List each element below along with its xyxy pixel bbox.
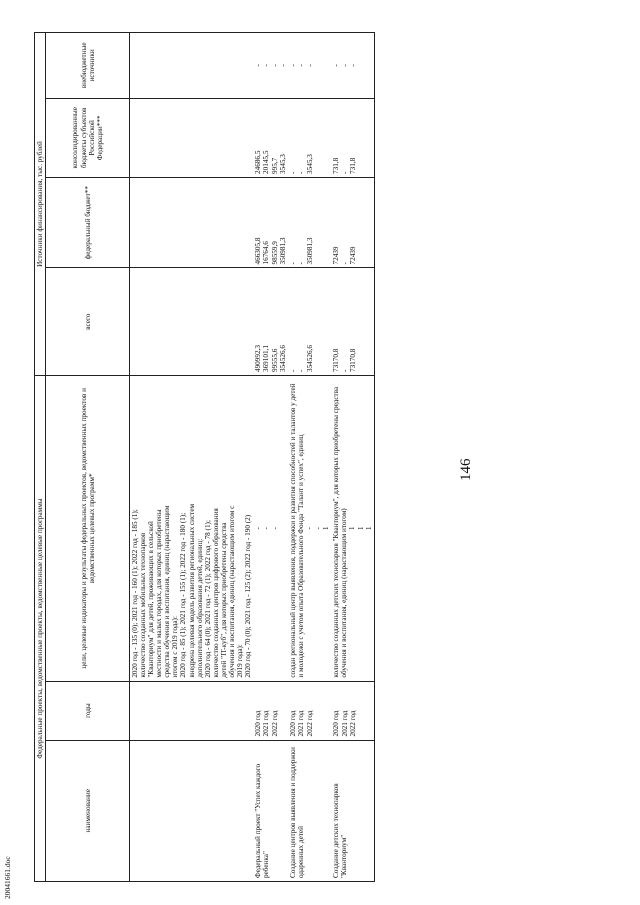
group-title: Федеральные проекты, ведомственные проекты, ведомственные целевые программы: [35, 376, 46, 882]
col-extra-header: внебюджетные источники: [46, 33, 130, 99]
row-name: Создание детских технопарков "Кванториум": [331, 740, 375, 881]
row-federal: - - 350981,3: [288, 177, 331, 268]
page-number: 146: [458, 458, 474, 481]
col-name-header: наименование: [46, 740, 130, 881]
table-row: [288, 33, 331, 882]
row-goals: создан региональный центр выявления, поддержки и развития способностей и талантов у детей и молодежи с учетом опыта Образовательного Фонда "Талант и успех", единиц - - 1: [288, 376, 331, 682]
col-federal-header: федеральный бюджет**: [46, 177, 130, 268]
row-regional: 731,8 - 731,8: [331, 98, 375, 177]
continuation-row: [130, 33, 253, 882]
row-years: 2020 год 2021 год 2022 год: [331, 681, 375, 740]
row-total: - - 354526,6: [288, 268, 331, 376]
col-regional-header: консолидированные бюджеты субъектов Российской Федерации***: [46, 98, 130, 177]
continuation-text: 2020 год - 135 (0); 2021 год - 160 (1); 2022 год - 185 (1); количество созданных мобильных технопарков "Кванториум" для детей, проживающих в сельской местности и малых городах, для которых приобретены средства обучения и воспитания, единиц (нарастающим итогом с 2019 года): 2020 год - 85 (1); 2021 год - 155 (1); 2022 год - 180 (1); внедрена целевая модель развития региональных систем дополнительного образования детей, единиц: 2020 год - 64 (0); 2021 год - 72 (1); 2022 год - 78 (1); количество созданных центров цифрового образования детей "IT-куб", для которых приобретены средства обучения и воспитания, единиц (нарастающим итогом с 2019 года): 2020 год - 70 (0); 2021 год - 125 (2); 2022 год - 190 (2): [130, 376, 253, 682]
finance-title: Источники финансирования, тыс. рублей: [35, 33, 46, 376]
row-total: 490992,3 369101,1 99555,6 354526,6: [253, 268, 288, 376]
header-row-group: [35, 33, 46, 882]
row-extra: - - -: [331, 33, 375, 99]
col-total-header: всего: [46, 268, 130, 376]
row-federal: 466305,8 16764,6 98559,9 350981,3: [253, 177, 288, 268]
table-row: [331, 33, 375, 882]
doc-code: 20041661.doc: [3, 856, 12, 899]
row-extra: - - -: [288, 33, 331, 99]
row-goals: - - -: [253, 376, 288, 682]
goal-text: количество созданных детских технопарков "Кванториум", для которых приобретены средства обучения и воспитания, единиц (нарастающим итогом): [332, 386, 349, 678]
row-years: 2020 год 2021 год 2022 год: [288, 681, 331, 740]
row-extra: - - - -: [253, 33, 288, 99]
row-name: Создание центров выявления и поддержки одаренных детей: [288, 740, 331, 881]
row-years: 2020 год 2021 год 2022 год: [253, 681, 288, 740]
goal-text: создан региональный центр выявления, поддержки и развития способностей и талантов у детей и молодежи с учетом опыта Образовательного Фонда "Талант и успех", единиц: [289, 383, 306, 678]
row-regional: 24686,5 20145,5 995,7 3545,3: [253, 98, 288, 177]
row-total: 73170,8 - 73170,8: [331, 268, 375, 376]
row-federal: 72439 - 72439: [331, 177, 375, 268]
row-name: Федеральный проект "Успех каждого ребенка": [253, 740, 288, 881]
row-regional: - - 3545,3: [288, 98, 331, 177]
row-goals: количество созданных детских технопарков "Кванториум", для которых приобретены средства обучения и воспитания, единиц (нарастающим итогом) 1 1 1: [331, 376, 375, 682]
col-goals-header: цели, целевые индикаторы и результаты федеральных проектов, ведомственных проектов и ведомственных целевых программ*: [46, 376, 130, 682]
table-row: [253, 33, 288, 882]
program-table: [34, 32, 375, 882]
col-years-header: годы: [46, 681, 130, 740]
header-row-columns: [46, 33, 130, 882]
